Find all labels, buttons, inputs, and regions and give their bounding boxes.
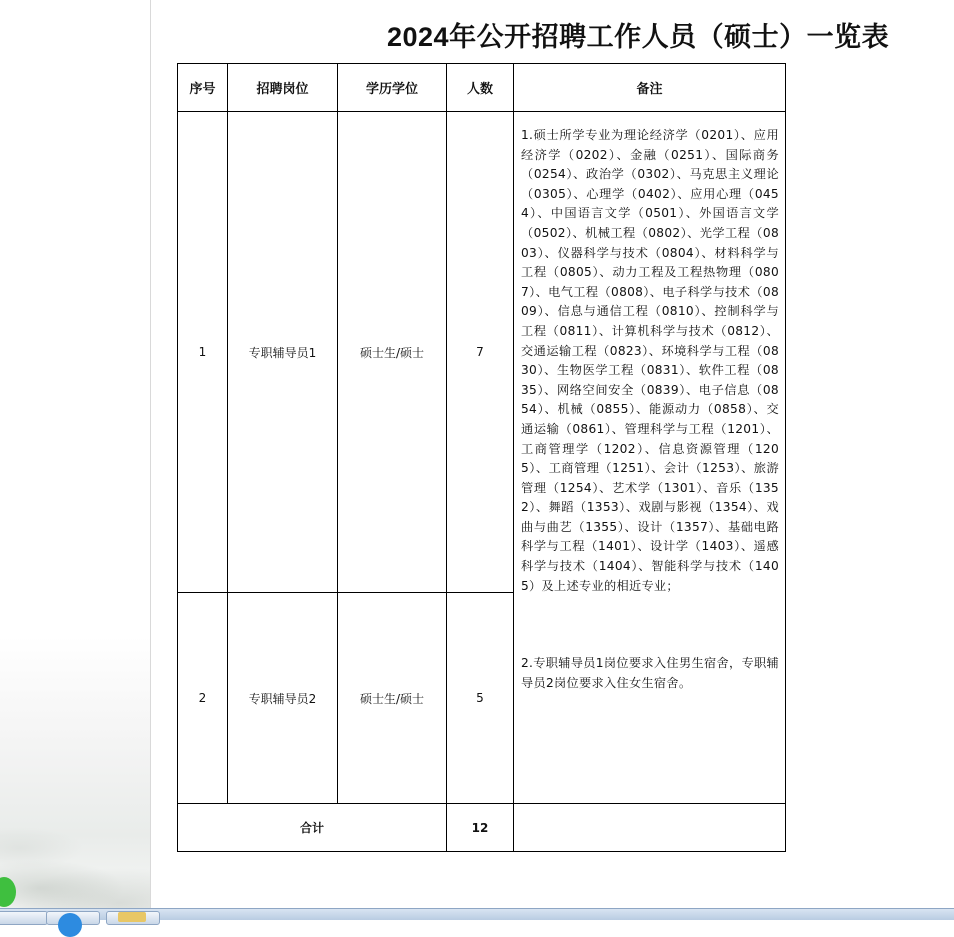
- taskbar-button[interactable]: [0, 911, 48, 925]
- row-position: 专职辅导员2: [228, 593, 338, 804]
- landscape-background: [0, 738, 150, 908]
- row-no: 1: [178, 112, 228, 593]
- folder-icon[interactable]: [118, 912, 146, 922]
- row-count: 5: [447, 593, 514, 804]
- header-remark: 备注: [514, 64, 786, 112]
- recruitment-table: [177, 63, 786, 852]
- row-count: 7: [447, 112, 514, 593]
- table-row: [178, 112, 786, 593]
- row-position: 专职辅导员1: [228, 112, 338, 593]
- remark-paragraph-1: 1.硕士所学专业为理论经济学（0201）、应用经济学（0202）、金融（0251）、国际商务（0254）、政治学（0302）、马克思主义理论（0305）、心理学（0402）、应用心理（0454）、中国语言文学（0501）、外国语言文学（0502）、机械工程（0802）、光学工程（0803）、仪器科学与技术（0804）、材料科学与工程（0805）、动力工程及工程热物理（0807）、电气工程（0808）、电子科学与技术（0809）、信息与通信工程（0810）、控制科学与工程（0811）、计算机科学与技术（0812）、交通运输工程（0823）、环境科学与工程（0830）、生物医学工程（0831）、软件工程（0835）、网络空间安全（0839）、电子信息（0854）、机械（0855）、能源动力（0858）、交通运输（0861）、管理科学与工程（1201）、工商管理学（1202）、信息资源管理（1205）、工商管理（1251）、会计（1253）、旅游管理（1254）、艺术学（1301）、音乐（1352）、舞蹈（1353）、戏剧与影视（1354）、戏曲与曲艺（1355）、设计（1357）、基础电路科学与工程（1401）、设计学（1403）、遥感科学与技术（1404）、智能科学与技术（1405）及上述专业的相近专业；: [521, 128, 779, 593]
- page-title: 2024年公开招聘工作人员（硕士）一览表: [387, 22, 890, 52]
- browser-icon[interactable]: [58, 913, 82, 937]
- remark-text: [514, 112, 785, 693]
- row-no: 2: [178, 593, 228, 804]
- header-position: 招聘岗位: [228, 64, 338, 112]
- total-value: 12: [447, 804, 514, 852]
- header-count: 人数: [447, 64, 514, 112]
- remark-cell: [514, 112, 786, 804]
- total-row: [178, 804, 786, 852]
- row-degree: 硕士生/硕士: [338, 112, 447, 593]
- total-label: 合计: [178, 804, 447, 852]
- total-remark: [514, 804, 786, 852]
- row-degree: 硕士生/硕士: [338, 593, 447, 804]
- header-degree: 学历学位: [338, 64, 447, 112]
- document-page: [151, 0, 954, 908]
- remark-paragraph-2: 2.专职辅导员1岗位要求入住男生宿舍，专职辅导员2岗位要求入住女生宿舍。: [521, 656, 779, 690]
- left-margin-panel: [0, 0, 151, 908]
- header-no: 序号: [178, 64, 228, 112]
- table-header-row: [178, 64, 786, 112]
- taskbar: [0, 908, 954, 920]
